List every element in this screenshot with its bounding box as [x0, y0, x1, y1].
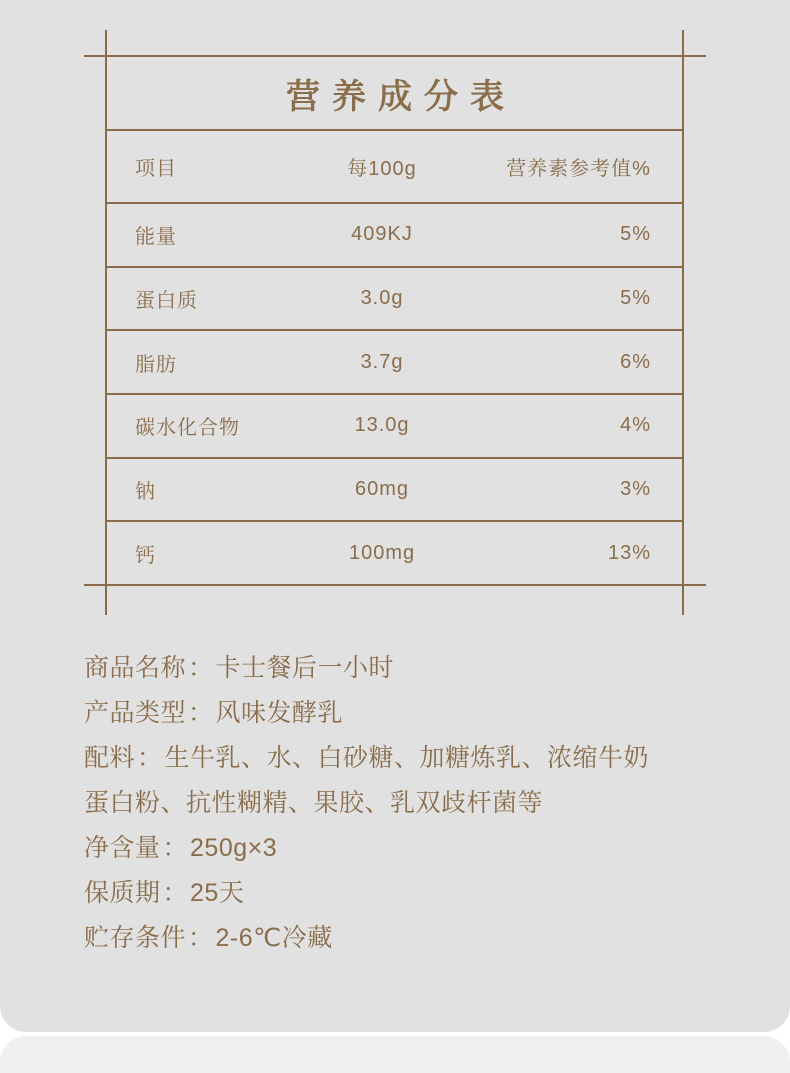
product-info-line-ingredients — [84, 736, 664, 826]
row-item: 蛋白质 — [135, 290, 198, 312]
table-row — [107, 329, 683, 393]
row-item: 脂肪 — [135, 353, 177, 376]
table-row — [107, 266, 683, 330]
info-label: 净含量 — [84, 834, 161, 862]
table-row — [107, 457, 683, 521]
next-section-card — [0, 1036, 790, 1073]
info-colon: ： — [162, 834, 189, 862]
table-row — [107, 202, 683, 266]
column-header-per100g: 每100g — [347, 158, 417, 180]
info-value: 卡士餐后一小时 — [215, 654, 395, 682]
row-item: 碳水化合物 — [135, 417, 240, 440]
info-colon: ： — [188, 654, 214, 682]
info-value: 250g×3 — [190, 834, 278, 862]
info-label: 贮存条件 — [84, 924, 187, 952]
info-label: 产品类型 — [84, 699, 187, 727]
nutrition-table — [107, 57, 683, 584]
product-info-section — [84, 646, 664, 961]
product-info-line-type — [84, 691, 664, 736]
product-info-line-name — [84, 646, 664, 691]
column-header-nrv: 营养素参考值% — [506, 158, 651, 180]
info-value: 风味发酵乳 — [215, 699, 344, 727]
row-item: 能量 — [135, 226, 177, 249]
info-colon: ： — [188, 699, 214, 727]
row-value: 409KJ — [351, 223, 413, 246]
table-title: 营养成分表 — [286, 77, 516, 116]
table-header-row — [107, 129, 683, 202]
info-colon: ： — [137, 744, 163, 772]
info-colon: ： — [188, 924, 214, 952]
row-value: 60mg — [355, 478, 410, 501]
row-nrv: 13% — [607, 541, 651, 564]
row-value: 13.0g — [354, 414, 410, 437]
info-colon: ： — [162, 879, 189, 907]
info-value: 2-6℃冷藏 — [215, 924, 333, 952]
row-value: 100mg — [348, 541, 416, 564]
row-value: 3.7g — [360, 350, 404, 373]
info-label: 配料 — [84, 744, 136, 772]
product-info-line-storage — [84, 916, 664, 961]
product-info-line-shelf-life — [84, 871, 664, 916]
row-nrv: 3% — [620, 478, 651, 501]
row-value: 3.0g — [360, 287, 404, 309]
product-info-line-net-content — [84, 826, 664, 871]
row-item: 钙 — [135, 544, 156, 567]
table-row — [107, 520, 683, 584]
info-label: 商品名称 — [84, 654, 187, 682]
info-value: 25天 — [190, 879, 245, 907]
row-nrv: 6% — [620, 350, 651, 373]
table-title-row — [107, 57, 683, 129]
table-border-bottom — [84, 584, 706, 586]
row-nrv: 4% — [620, 414, 651, 437]
info-label: 保质期 — [84, 879, 161, 907]
table-row — [107, 393, 683, 457]
row-item: 钠 — [135, 481, 156, 504]
column-header-item: 项目 — [135, 158, 177, 180]
info-value: 生牛乳、水、白砂糖、加糖炼乳、浓缩牛奶蛋白粉、抗性糊精、果胶、乳双歧杆菌等 — [84, 744, 650, 817]
row-nrv: 5% — [620, 287, 651, 309]
row-nrv: 5% — [620, 223, 651, 246]
